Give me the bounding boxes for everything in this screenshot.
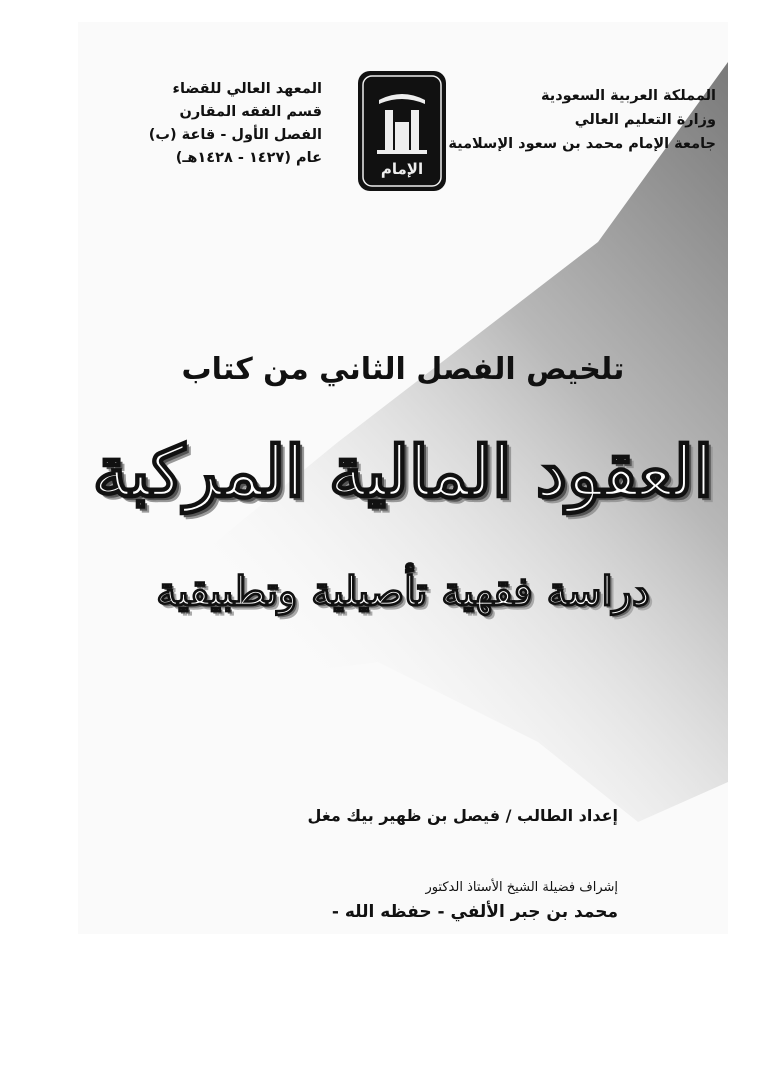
book-subtitle: دراسة فقهية تأصيلية وتطبيقية	[156, 568, 650, 615]
book-title: العقود المالية المركبة	[92, 430, 714, 513]
summary-subtitle: تلخيص الفصل الثاني من كتاب	[181, 352, 625, 387]
university-logo	[357, 70, 447, 192]
supervisor-name: محمد بن جبر الألفي - حفظه الله -	[331, 902, 618, 922]
author-line: إعداد الطالب / فيصل بن ظهير بيك مغل	[307, 806, 618, 825]
header-line-semester: الفصل الأول - قاعة (ب)	[148, 127, 322, 143]
header-line-ministry: وزارة التعليم العالي	[574, 112, 716, 128]
header-line-department: قسم الفقه المقارن	[179, 104, 322, 120]
header-line-year: عام (١٤٢٧ - ١٤٢٨هـ)	[175, 150, 322, 166]
cover-page	[78, 22, 728, 934]
header-line-university: جامعة الإمام محمد بن سعود الإسلامية	[448, 136, 716, 152]
logo-text: الإمام	[380, 160, 424, 178]
header-line-kingdom: المملكة العربية السعودية	[541, 88, 716, 104]
supervision-line: إشراف فضيلة الشيخ الأستاذ الدكتور	[425, 880, 618, 895]
header-line-institute: المعهد العالي للقضاء	[172, 81, 322, 97]
ministry-header	[448, 84, 716, 156]
institute-header	[92, 78, 322, 170]
